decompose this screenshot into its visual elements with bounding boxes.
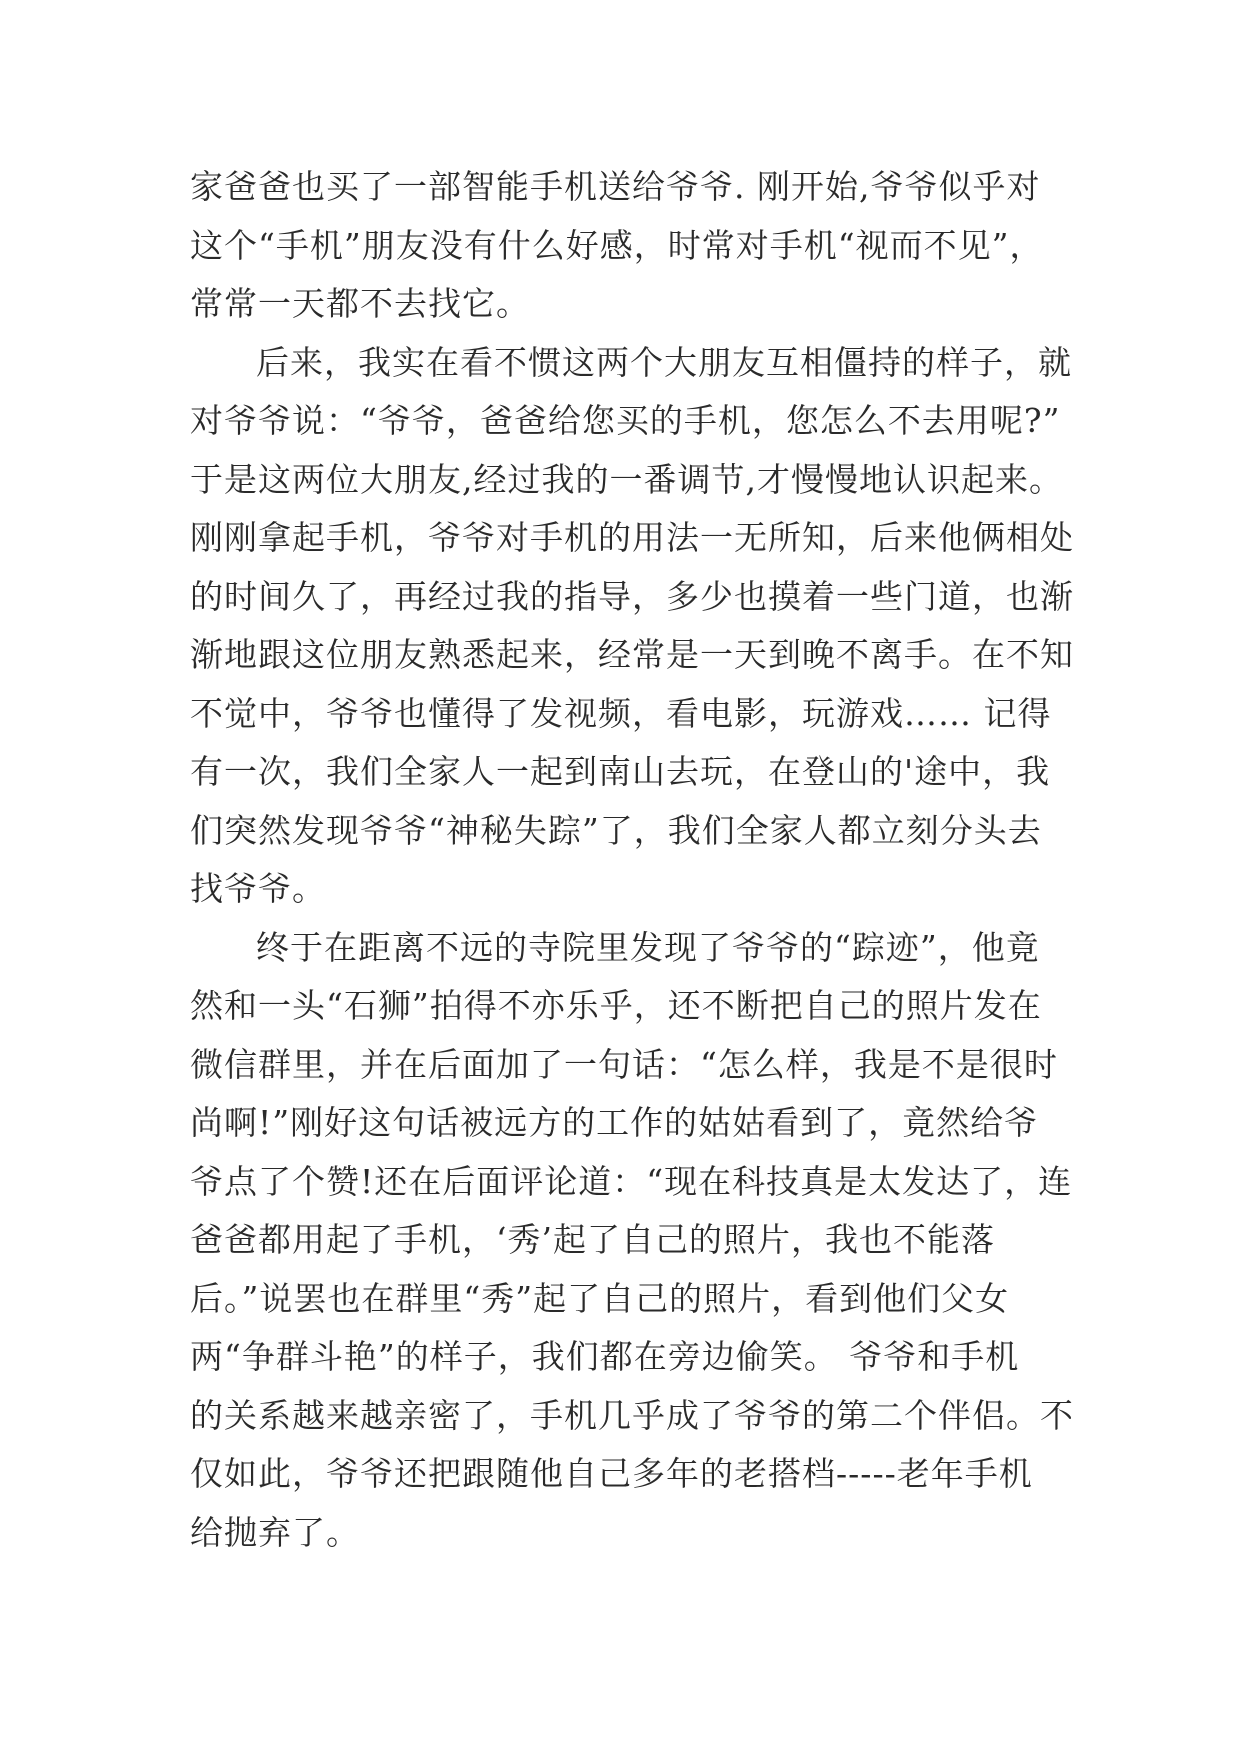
text-line: 两“争群斗艳”的样子，我们都在旁边偷笑。 爷爷和手机 — [190, 1337, 1020, 1376]
text-line: 对爷爷说：“爷爷，爸爸给您买的手机，您怎么不去用呢?” — [190, 401, 1061, 440]
text-line: 渐地跟这位朋友熟悉起来，经常是一天到晚不离手。在不知 — [190, 635, 1074, 674]
text-line: 这个“手机”朋友没有什么好感，时常对手机“视而不见”， — [190, 225, 1044, 265]
text-line: 们突然发现爷爷“神秘失踪”了，我们全家人都立刻分头去 — [190, 810, 1042, 850]
text-line: 给抛弃了。 — [190, 1512, 360, 1552]
paragraph-start-line: 后来，我实在看不惯这两个大朋友互相僵持的样子，就 — [256, 342, 1072, 382]
text-line: 尚啊!”刚好这句话被远方的工作的姑姑看到了，竟然给爷 — [190, 1103, 1039, 1142]
text-line: 找爷爷。 — [190, 869, 326, 908]
text-line: 仅如此，爷爷还把跟随他自己多年的老搭档-----老年手机 — [190, 1454, 1033, 1493]
text-line: 爸爸都用起了手机，‘秀’起了自己的照片，我也不能落 — [190, 1220, 995, 1259]
text-line: 微信群里，并在后面加了一句话：“怎么样，我是不是很时 — [190, 1044, 1058, 1084]
text-line: 后。”说罢也在群里“秀”起了自己的照片，看到他们父女 — [190, 1278, 1010, 1318]
text-line: 不觉中，爷爷也懂得了发视频，看电影，玩游戏…… 记得 — [190, 693, 1052, 733]
text-line: 于是这两位大朋友,经过我的一番调节,才慢慢地认识起来。 — [190, 459, 1063, 499]
paragraph-start-line: 终于在距离不远的寺院里发现了爷爷的“踪迹”，他竟 — [256, 927, 1040, 967]
text-line: 家爸爸也买了一部智能手机送给爷爷. 刚开始,爷爷似乎对 — [190, 167, 1041, 206]
text-line: 的关系越来越亲密了，手机几乎成了爷爷的第二个伴侣。不 — [190, 1395, 1074, 1435]
text-line: 的时间久了，再经过我的指导，多少也摸着一些门道，也渐 — [190, 576, 1074, 616]
text-line: 然和一头“石狮”拍得不亦乐乎，还不断把自己的照片发在 — [190, 986, 1042, 1025]
text-line: 常常一天都不去找它。 — [190, 284, 530, 323]
text-line: 有一次，我们全家人一起到南山去玩，在登山的'途中，我 — [190, 752, 1051, 791]
body-text — [190, 158, 1074, 1562]
text-line: 爷点了个赞!还在后面评论道：“现在科技真是太发达了，连 — [190, 1161, 1073, 1201]
text-line: 刚刚拿起手机，爷爷对手机的用法一无所知，后来他俩相处 — [190, 518, 1074, 557]
